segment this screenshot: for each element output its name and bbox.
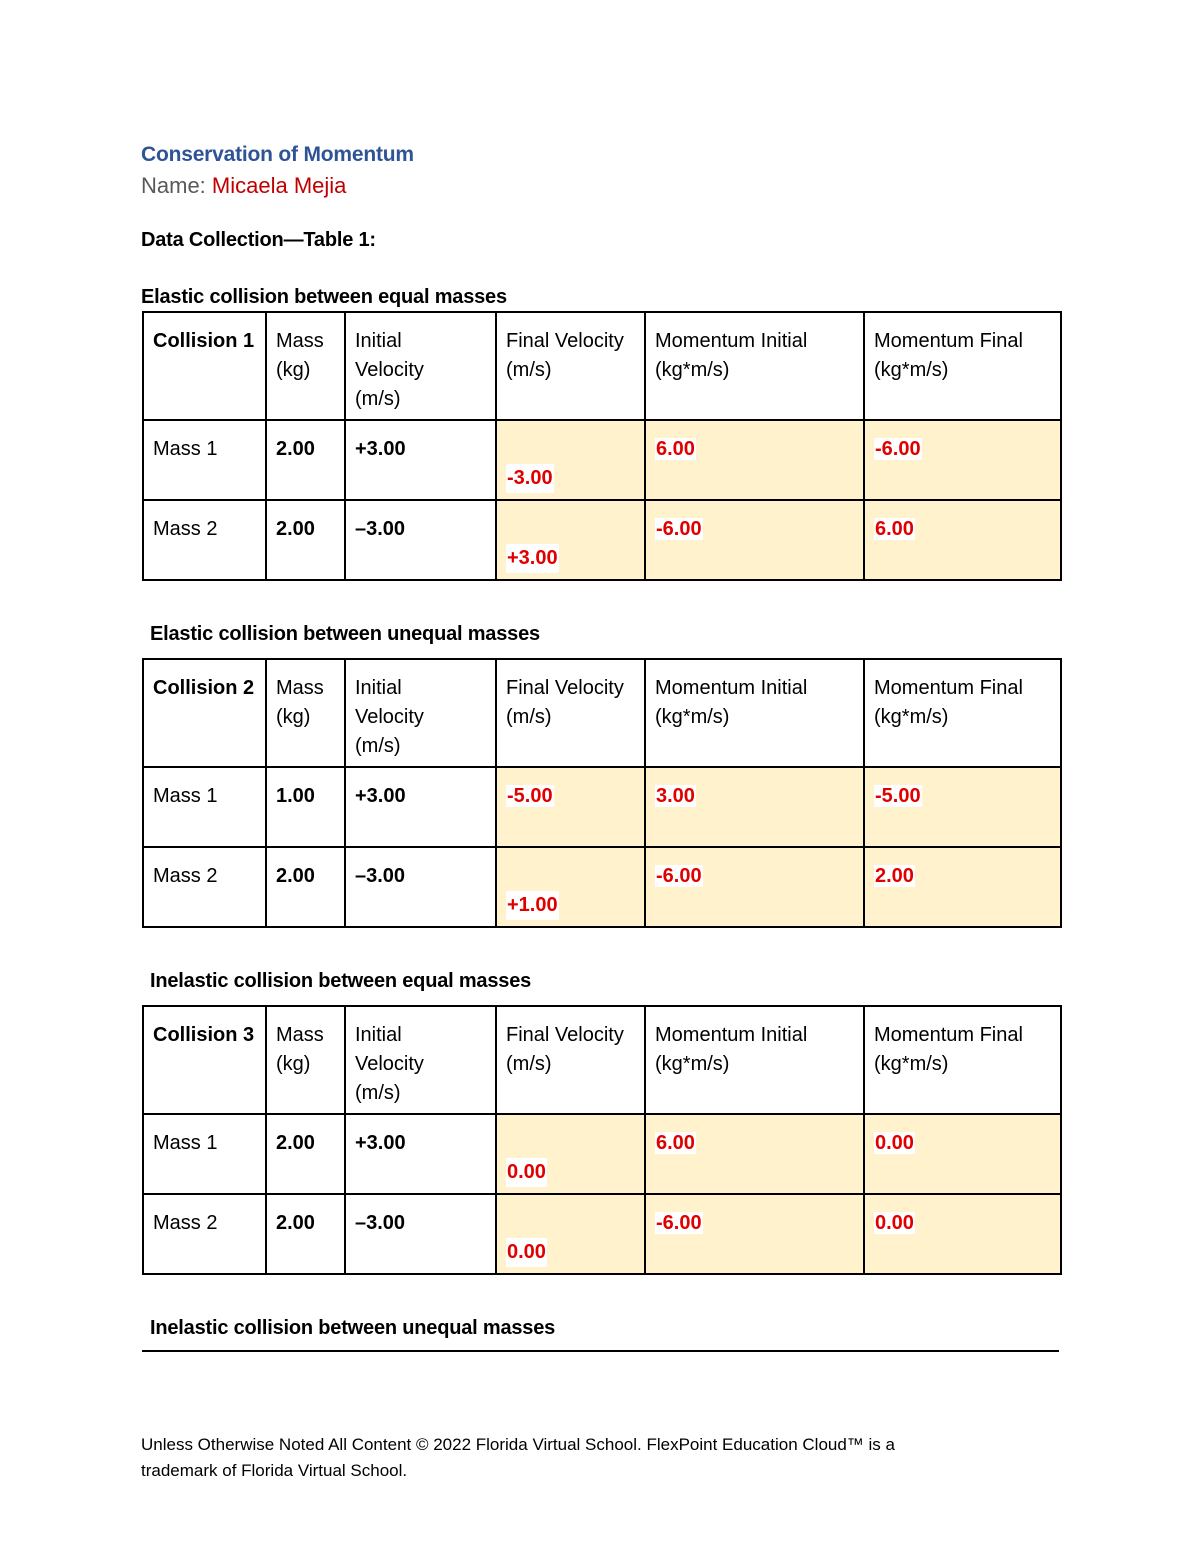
momentum-initial-cell[interactable] (645, 1194, 864, 1274)
table-row (143, 1114, 1061, 1194)
header-line: Velocity (355, 359, 424, 381)
footer-line: Unless Otherwise Noted All Content © 2022 Florida Virtual School. FlexPoint Education Cloud™ is a (141, 1435, 895, 1454)
table-top-border (142, 1350, 1059, 1352)
header-line: (m/s) (506, 1053, 552, 1075)
header-line: (kg) (276, 706, 311, 728)
mass-value: 1.00 (266, 767, 345, 847)
initial-velocity-value: –3.00 (345, 500, 496, 580)
momentum-initial-header (645, 659, 864, 767)
momentum-final-value: -6.00 (875, 438, 921, 460)
header-line: (kg*m/s) (874, 359, 949, 381)
header-line: (kg) (276, 1053, 311, 1075)
final-velocity-header (496, 1006, 645, 1114)
final-velocity-cell[interactable] (496, 767, 645, 847)
table-1-heading: Elastic collision between equal masses (141, 286, 507, 308)
row-label: Mass 2 (143, 500, 266, 580)
momentum-final-cell[interactable] (864, 847, 1061, 927)
final-velocity-cell[interactable] (496, 420, 645, 500)
table-header-row (143, 659, 1061, 767)
final-velocity-header (496, 659, 645, 767)
initial-velocity-header (345, 312, 496, 420)
momentum-final-value: -5.00 (875, 785, 921, 807)
table-header-row (143, 1006, 1061, 1114)
table-2-heading: Elastic collision between unequal masses (150, 623, 540, 645)
momentum-final-header (864, 312, 1061, 420)
final-velocity-cell[interactable] (496, 847, 645, 927)
momentum-initial-value: -6.00 (656, 865, 702, 887)
collision-1-table (142, 311, 1062, 581)
table-row (143, 767, 1061, 847)
momentum-final-value: 0.00 (875, 1132, 914, 1154)
header-line: (kg*m/s) (874, 1053, 949, 1075)
momentum-final-header (864, 659, 1061, 767)
momentum-initial-header (645, 1006, 864, 1114)
header-line: Velocity (355, 1053, 424, 1075)
header-line: Mass (276, 677, 324, 699)
name-label: Name: (141, 173, 212, 198)
header-line: Initial (355, 1024, 402, 1046)
table-3-heading: Inelastic collision between equal masses (150, 970, 532, 992)
momentum-final-cell[interactable] (864, 1114, 1061, 1194)
header-line: (kg*m/s) (655, 359, 730, 381)
momentum-initial-value: 6.00 (656, 438, 695, 460)
initial-velocity-value: +3.00 (345, 420, 496, 500)
row-label: Mass 2 (143, 1194, 266, 1274)
document-title: Conservation of Momentum (141, 143, 414, 166)
collision-label: Collision 3 (143, 1006, 266, 1114)
final-velocity-value: +1.00 (506, 891, 559, 920)
final-velocity-value: +3.00 (506, 544, 559, 573)
initial-velocity-header (345, 1006, 496, 1114)
collision-3-table (142, 1005, 1062, 1275)
header-line: (kg) (276, 359, 311, 381)
mass-value: 2.00 (266, 500, 345, 580)
mass-value: 2.00 (266, 1194, 345, 1274)
row-label: Mass 1 (143, 767, 266, 847)
row-label: Mass 1 (143, 1114, 266, 1194)
header-line: (m/s) (506, 359, 552, 381)
mass-header (266, 312, 345, 420)
mass-value: 2.00 (266, 420, 345, 500)
header-line: Momentum Final (874, 330, 1023, 352)
momentum-final-header (864, 1006, 1061, 1114)
final-velocity-value: -3.00 (506, 464, 554, 493)
table-4-heading: Inelastic collision between unequal masses (150, 1317, 556, 1339)
collision-2-table (142, 658, 1062, 928)
momentum-initial-cell[interactable] (645, 420, 864, 500)
momentum-initial-cell[interactable] (645, 1114, 864, 1194)
header-line: Mass (276, 1024, 324, 1046)
header-line: (kg*m/s) (655, 706, 730, 728)
header-line: Final Velocity (506, 677, 624, 699)
header-line: Momentum Initial (655, 677, 808, 699)
footer-line: trademark of Florida Virtual School. (141, 1461, 408, 1480)
header-line: Momentum Final (874, 677, 1023, 699)
momentum-final-cell[interactable] (864, 767, 1061, 847)
name-value: Micaela Mejia (211, 173, 347, 198)
table-row (143, 1194, 1061, 1274)
momentum-initial-cell[interactable] (645, 847, 864, 927)
momentum-final-cell[interactable] (864, 1194, 1061, 1274)
header-line: Final Velocity (506, 330, 624, 352)
header-line: Momentum Initial (655, 1024, 808, 1046)
mass-value: 2.00 (266, 1114, 345, 1194)
copyright-footer (141, 1432, 1041, 1484)
header-line: Initial (355, 677, 402, 699)
momentum-initial-value: -6.00 (656, 518, 702, 540)
row-label: Mass 2 (143, 847, 266, 927)
final-velocity-value: 0.00 (506, 1158, 547, 1187)
header-line: Velocity (355, 706, 424, 728)
momentum-initial-value: 6.00 (656, 1132, 695, 1154)
initial-velocity-value: –3.00 (345, 1194, 496, 1274)
final-velocity-cell[interactable] (496, 500, 645, 580)
header-line: (kg*m/s) (655, 1053, 730, 1075)
final-velocity-value: -5.00 (507, 785, 553, 807)
momentum-final-value: 6.00 (875, 518, 914, 540)
collision-label: Collision 1 (143, 312, 266, 420)
header-line: (m/s) (355, 388, 401, 410)
initial-velocity-value: +3.00 (345, 1114, 496, 1194)
momentum-final-value: 2.00 (875, 865, 914, 887)
momentum-final-cell[interactable] (864, 420, 1061, 500)
header-line: (m/s) (506, 706, 552, 728)
momentum-initial-cell[interactable] (645, 767, 864, 847)
final-velocity-cell[interactable] (496, 1114, 645, 1194)
momentum-initial-header (645, 312, 864, 420)
header-line: Momentum Initial (655, 330, 808, 352)
header-line: Final Velocity (506, 1024, 624, 1046)
final-velocity-header (496, 312, 645, 420)
header-line: (kg*m/s) (874, 706, 949, 728)
initial-velocity-header (345, 659, 496, 767)
momentum-initial-cell[interactable] (645, 500, 864, 580)
section-heading: Data Collection—Table 1: (141, 229, 376, 251)
student-name-line (141, 173, 346, 199)
table-row (143, 420, 1061, 500)
header-line: (m/s) (355, 1082, 401, 1104)
table-row (143, 500, 1061, 580)
table-header-row (143, 312, 1061, 420)
mass-value: 2.00 (266, 847, 345, 927)
momentum-final-value: 0.00 (875, 1212, 914, 1234)
header-line: Momentum Final (874, 1024, 1023, 1046)
header-line: (m/s) (355, 735, 401, 757)
momentum-initial-value: 3.00 (656, 785, 695, 807)
momentum-initial-value: -6.00 (656, 1212, 702, 1234)
initial-velocity-value: –3.00 (345, 847, 496, 927)
mass-header (266, 1006, 345, 1114)
initial-velocity-value: +3.00 (345, 767, 496, 847)
final-velocity-cell[interactable] (496, 1194, 645, 1274)
final-velocity-value: 0.00 (506, 1238, 547, 1267)
collision-label: Collision 2 (143, 659, 266, 767)
header-line: Mass (276, 330, 324, 352)
header-line: Initial (355, 330, 402, 352)
table-row (143, 847, 1061, 927)
row-label: Mass 1 (143, 420, 266, 500)
momentum-final-cell[interactable] (864, 500, 1061, 580)
mass-header (266, 659, 345, 767)
